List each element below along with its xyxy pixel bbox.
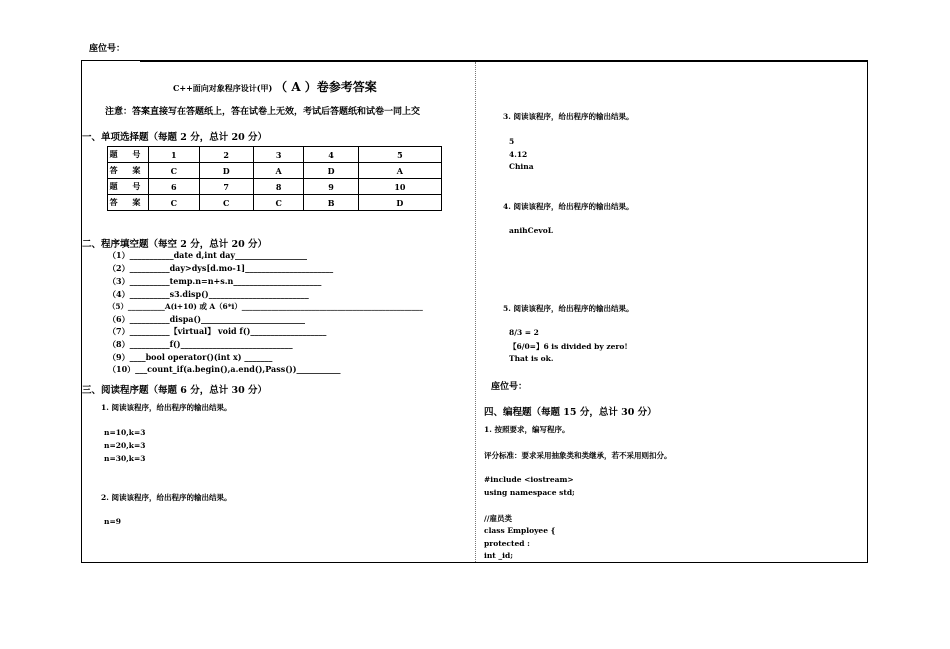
code-line: using namespace std; — [484, 488, 575, 497]
table-cell: 3 — [253, 147, 304, 163]
table-cell: 5 — [358, 147, 441, 163]
q5-output-line: 【6/0=】6 is divided by zero! — [509, 342, 628, 351]
fill-blank-8: （8）__________f()____________________________ — [108, 339, 293, 349]
section4-title: 四、编程题（每题 15 分，总计 30 分） — [484, 407, 657, 418]
table-row — [108, 163, 442, 179]
paper-name: （ A ）卷参考答案 — [275, 80, 377, 94]
table-cell: 1 — [149, 147, 200, 163]
code-line: #include <iostream> — [484, 475, 574, 484]
table-cell: 题 号 — [108, 179, 149, 195]
section1-title: 一、单项选择题（每题 2 分，总计 20 分） — [82, 132, 268, 143]
fill-blank-2: （2）__________day>dys[d.mo-1]______________________ — [108, 263, 334, 273]
q1-output-line: n=30,k=3 — [104, 454, 146, 463]
fill-blank-10: （10）___count_if(a.begin(),a.end(),Pass())___________ — [108, 364, 341, 374]
q4-prompt: 4. 阅读该程序，给出程序的输出结果。 — [503, 202, 634, 211]
programming-q1-prompt: 1. 按照要求，编写程序。 — [484, 425, 570, 434]
q3-output-line: 4.12 — [509, 150, 528, 159]
frame-top-rule — [140, 60, 868, 62]
seat-number-label-2: 座位号： — [491, 382, 528, 392]
fill-blank-9: （9）____bool operator()(int x) _______ — [108, 352, 273, 362]
q3-prompt: 3. 阅读该程序，给出程序的输出结果。 — [503, 112, 634, 121]
table-cell: C — [253, 195, 304, 211]
section3-title: 三、阅读程序题（每题 6 分，总计 30 分） — [82, 385, 268, 396]
fill-blank-4: （4）__________s3.disp()_________________________ — [108, 289, 309, 299]
q4-output-line: anihCevoL — [509, 226, 553, 235]
code-line: protected : — [484, 539, 530, 548]
table-cell: A — [358, 163, 441, 179]
code-line: int _id; — [484, 551, 513, 560]
fill-blank-6: （6）__________dispa()__________________________ — [108, 314, 306, 324]
seat-number-label: 座位号： — [89, 44, 126, 54]
table-cell: 答 案 — [108, 195, 149, 211]
q2-prompt: 2. 阅读该程序，给出程序的输出结果。 — [101, 493, 232, 502]
fill-blank-5: （5）__________A(i+10) 或 A（6*i）_________________________________________________ — [108, 302, 423, 311]
exam-title — [173, 78, 377, 95]
q3-output-line: 5 — [509, 137, 515, 146]
fill-blank-1: （1）___________date d,int day__________________ — [108, 250, 308, 260]
table-cell: 4 — [304, 147, 358, 163]
table-cell: 题 号 — [108, 147, 149, 163]
section2-title: 二、程序填空题（每空 2 分，总计 20 分） — [82, 239, 268, 250]
fill-blank-7: （7）__________【virtual】 void f()___________________ — [108, 326, 327, 336]
table-cell: C — [149, 163, 200, 179]
grading-criteria: 评分标准：要求采用抽象类和类继承，若不采用则扣分。 — [484, 451, 672, 460]
table-cell: D — [304, 163, 358, 179]
course-name: C++面向对象程序设计(甲) — [173, 83, 273, 93]
q5-output-line: 8/3 = 2 — [509, 328, 539, 337]
q1-output-line: n=10,k=3 — [104, 428, 146, 437]
table-cell: D — [358, 195, 441, 211]
table-row — [108, 147, 442, 163]
table-cell: 10 — [358, 179, 441, 195]
q3-output-line: China — [509, 162, 534, 171]
table-cell: 6 — [149, 179, 200, 195]
table-cell: 8 — [253, 179, 304, 195]
table-cell: 2 — [199, 147, 253, 163]
table-cell: A — [253, 163, 304, 179]
q5-output-line: That is ok. — [509, 354, 554, 363]
answer-table — [107, 146, 442, 211]
table-cell: 9 — [304, 179, 358, 195]
q5-prompt: 5. 阅读该程序，给出程序的输出结果。 — [503, 304, 634, 313]
q1-output-line: n=20,k=3 — [104, 441, 146, 450]
q2-output-line: n=9 — [104, 517, 121, 526]
table-row — [108, 179, 442, 195]
table-cell: 7 — [199, 179, 253, 195]
table-cell: C — [199, 195, 253, 211]
table-cell: C — [149, 195, 200, 211]
table-cell: B — [304, 195, 358, 211]
fill-blank-3: （3）__________temp.n=n+s.n______________________ — [108, 276, 322, 286]
table-cell: 答 案 — [108, 163, 149, 179]
table-row — [108, 195, 442, 211]
column-divider — [475, 62, 476, 562]
notice-text: 注意：答案直接写在答题纸上，答在试卷上无效，考试后答题纸和试卷一同上交 — [105, 107, 421, 117]
code-line: class Employee { — [484, 526, 556, 535]
q1-prompt: 1. 阅读该程序，给出程序的输出结果。 — [101, 403, 232, 412]
code-line: //雇员类 — [484, 514, 512, 523]
table-cell: D — [199, 163, 253, 179]
